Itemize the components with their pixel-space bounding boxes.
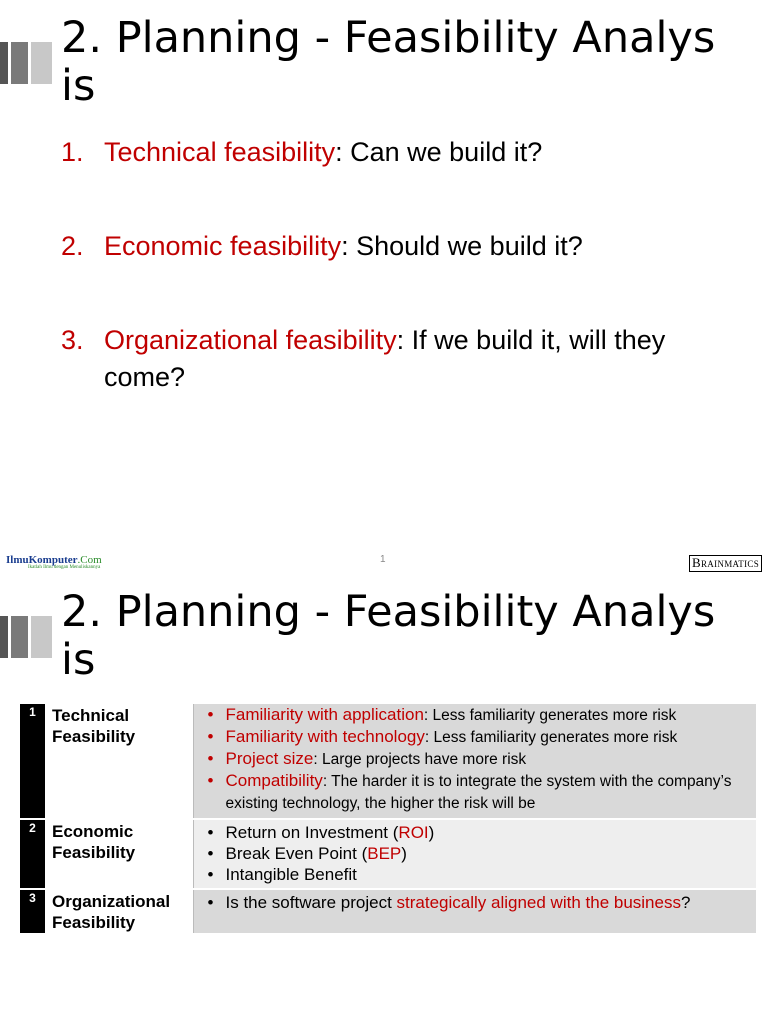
row-description — [193, 704, 756, 819]
list-item — [61, 134, 721, 171]
row-name: Economic Feasibility — [45, 819, 193, 889]
list-term: Technical feasibility — [104, 137, 336, 167]
row-index: 1 — [20, 704, 45, 819]
slide-title: 2. Planning - Feasibility Analysis — [61, 587, 716, 685]
slide-accent-bars — [0, 42, 54, 84]
ilmukomputer-logo: IlmuKomputer.Com Ikatlah Ilmu dengan Menuliskannya — [6, 554, 102, 570]
bullet-item: • Break Even Point (BEP) — [204, 843, 749, 864]
bullet-item: • Is the software project strategically aligned with the business? — [204, 892, 749, 913]
list-number: 2. — [61, 231, 84, 261]
slide-2 — [0, 576, 768, 1024]
page-number: 1 — [380, 554, 386, 565]
slide-footer — [0, 552, 768, 574]
row-description — [193, 819, 756, 889]
table-row — [20, 819, 756, 889]
list-term: Economic feasibility — [104, 231, 342, 261]
table-row — [20, 704, 756, 819]
bullet-item: • Intangible Benefit — [204, 864, 749, 888]
list-text: : Should we build it? — [341, 231, 583, 261]
feasibility-list — [61, 134, 721, 453]
list-text: : Can we build it? — [335, 137, 543, 167]
brainmatics-logo: BRAINMATICS — [689, 555, 762, 572]
table-row — [20, 889, 756, 934]
slide-title: 2. Planning - Feasibility Analysis — [61, 13, 716, 111]
list-term: Organizational feasibility — [104, 325, 397, 355]
bullet-item: • Compatibility: The harder it is to integrate the system with the company’s existing technology, the higher the risk will be — [204, 770, 749, 818]
row-index: 3 — [20, 889, 45, 934]
list-number: 3. — [61, 325, 84, 355]
row-name: Organizational Feasibility — [45, 889, 193, 934]
bullet-item: • Familiarity with technology: Less familiarity generates more risk — [204, 726, 749, 748]
row-description — [193, 889, 756, 934]
bullet-item: • Familiarity with application: Less familiarity generates more risk — [204, 704, 749, 726]
list-text: : If we build it, will they come? — [104, 325, 666, 392]
row-index: 2 — [20, 819, 45, 889]
bullet-item: • Return on Investment (ROI) — [204, 822, 749, 843]
list-item — [61, 322, 721, 396]
feasibility-table — [20, 704, 756, 935]
list-number: 1. — [61, 137, 84, 167]
list-item — [61, 228, 721, 265]
slide-accent-bars — [0, 616, 54, 658]
row-name: Technical Feasibility — [45, 704, 193, 819]
bullet-item: • Project size: Large projects have more risk — [204, 748, 749, 770]
